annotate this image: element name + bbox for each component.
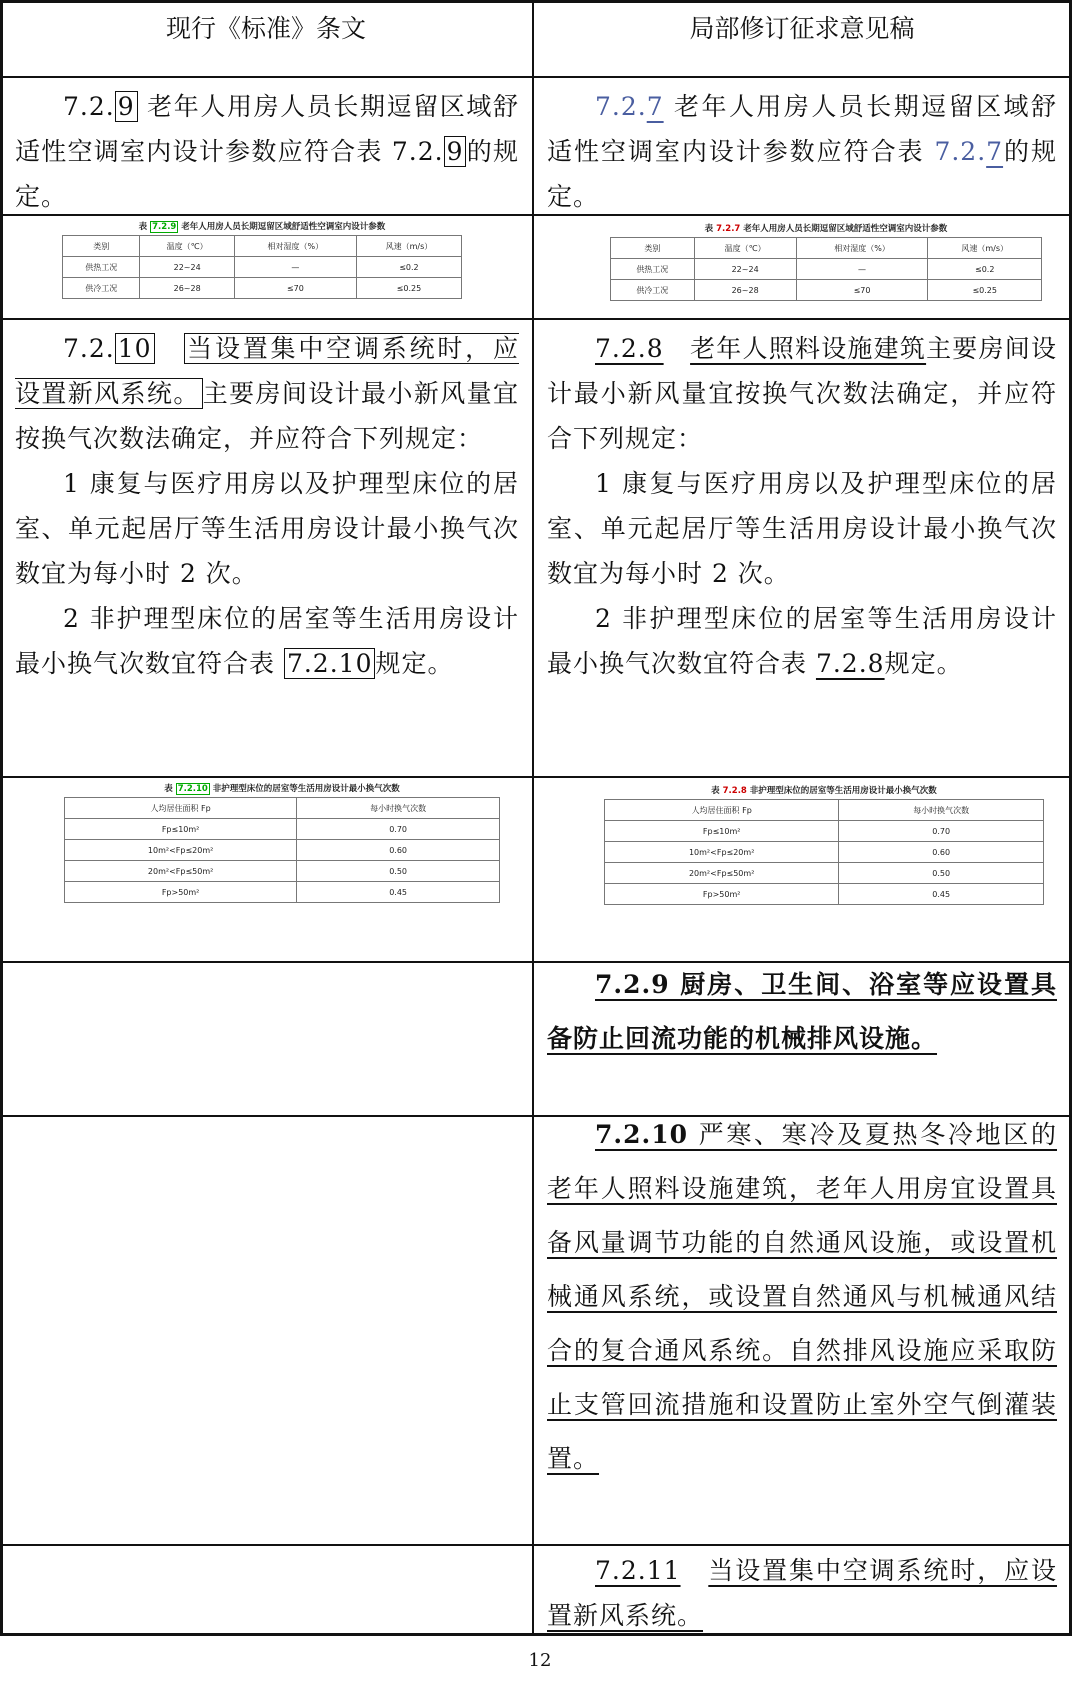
- row-divider: [0, 776, 1072, 778]
- clause-7-2-10-current: 7.2. 10 当设置集中空调系统时，应设置新风系统。 主要房间设计最小新风量宜按换气次数法确定，并应符合下列规定： 1 康复与医疗用房以及护理型床位的居室、单元起居厅等生活用房设计最小换气次数宜为每小时 2 次。 2 非护理型床位的居室等生活用房设计最小换气次数宜符合表 7.2.10 规定。: [15, 334, 519, 678]
- changed-number-box: 9: [115, 91, 138, 122]
- clause-7-2-9-current: 7.2. 9 老年人用房人员长期逗留区域舒适性空调室内设计参数应符合表 7.2. 9 的规定。: [15, 92, 519, 211]
- changed-ref-box: 9: [444, 136, 467, 167]
- clause-7-2-8-draft: 7.2.8 老年人照料设施建筑主要房间设计最小新风量宜按换气次数法确定，并应符合下列规定： 1 康复与医疗用房以及护理型床位的居室、单元起居厅等生活用房设计最小换气次数宜为每小时 2 次。 2 非护理型床位的居室等生活用房设计最小换气次数宜符合表 7.2.8规定。: [547, 334, 1057, 678]
- table-7-2-7-image: 表 7.2.7 老年人用房人员长期逗留区域舒适性空调室内设计参数 类别 温度（℃） 相对湿度（%） 风速（m/s） 供热工况 22~24 — ≤0.2 供冷工况 26~28 ≤70 ≤0.25: [608, 222, 1044, 301]
- column-divider: [532, 0, 534, 1636]
- changed-ref-box: 7.2.10: [284, 648, 376, 679]
- header-draft-revision: 局部修订征求意见稿: [689, 14, 915, 43]
- clause-7-2-7-draft: 7.2.7 老年人用房人员长期逗留区域舒适性空调室内设计参数应符合表 7.2.7的规定。: [547, 92, 1057, 211]
- page-number: 12: [528, 1650, 552, 1671]
- table-7-2-9-image: 表 7.2.9 老年人用房人员长期逗留区域舒适性空调室内设计参数 类别 温度（℃） 相对湿度（%） 风速（m/s） 供热工况 22~24 — ≤0.2 供冷工况 26~28 ≤70 ≤0.25: [60, 220, 464, 299]
- row-divider: [0, 76, 1072, 78]
- clause-7-2-11-draft: 7.2.11 当设置集中空调系统时，应设置新风系统。: [547, 1556, 1057, 1630]
- clause-7-2-10-draft: 7.2.10 严寒、寒冷及夏热冬冷地区的老年人照料设施建筑，老年人用房宜设置具备风量调节功能的自然通风设施，或设置机械通风系统，或设置自然通风与机械通风结合的复合通风系统。自然排风设施应采取防止支管回流措施和设置防止室外空气倒灌装置。: [547, 1120, 1057, 1473]
- header-current-standard: 现行《标准》条文: [165, 14, 366, 43]
- clause-7-2-9-draft: 7.2.9 厨房、卫生间、浴室等应设置具备防止回流功能的机械排风设施。: [547, 970, 1057, 1053]
- table-7-2-8-image: 表 7.2.8 非护理型床位的居室等生活用房设计最小换气次数 人均居住面积 Fp 每小时换气次数 Fp≤10m² 0.70 10m²<Fp≤20m² 0.60 20m²<Fp≤50m² 0.50 Fp>50m² 0.45: [602, 784, 1046, 905]
- row-divider: [0, 318, 1072, 320]
- row-divider: [0, 1544, 1072, 1546]
- changed-number-box: 10: [115, 333, 155, 364]
- removed-text-box: 当设置集中空调系统时，应设置新风系统。: [15, 334, 519, 408]
- table-7-2-10-image: 表 7.2.10 非护理型床位的居室等生活用房设计最小换气次数 人均居住面积 Fp 每小时换气次数 Fp≤10m² 0.70 10m²<Fp≤20m² 0.60 20m²<Fp≤50m² 0.50 Fp>50m² 0.45: [62, 782, 502, 903]
